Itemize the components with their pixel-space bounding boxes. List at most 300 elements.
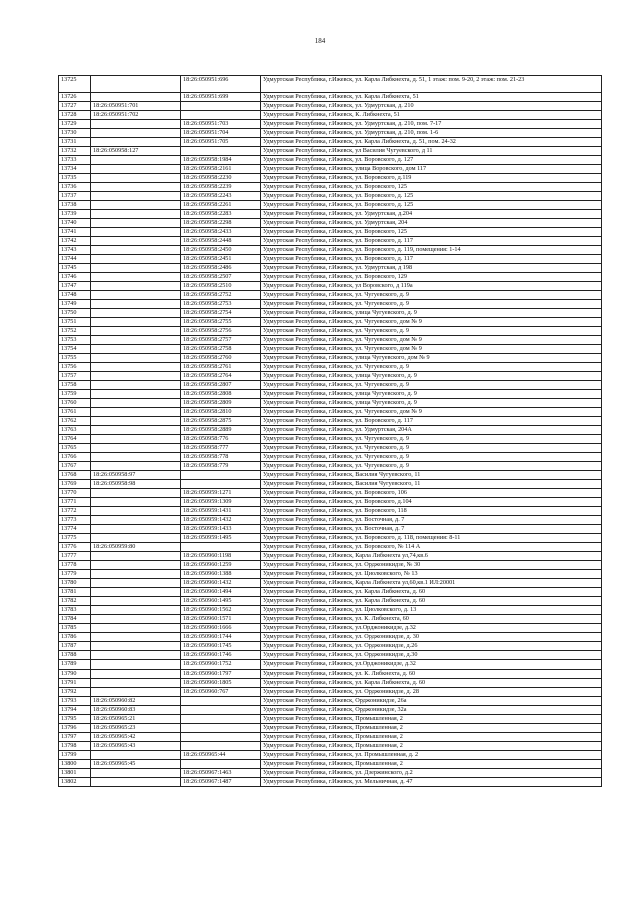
cell-building-cadastral-number: 18:26:050958:1984 xyxy=(181,155,261,164)
cell-land-cadastral-number xyxy=(91,552,181,561)
table-row xyxy=(59,624,602,633)
cell-building-cadastral-number: 18:26:050958:2243 xyxy=(181,191,261,200)
cell-row-number: 13765 xyxy=(59,444,91,453)
cell-address: Удмуртская Республика, г.Ижевск, ул. Удмуртская, 204А xyxy=(261,426,602,435)
table-row xyxy=(59,101,602,110)
cell-row-number: 13759 xyxy=(59,390,91,399)
table-row xyxy=(59,777,602,786)
cell-land-cadastral-number xyxy=(91,750,181,759)
table-row xyxy=(59,723,602,732)
cell-building-cadastral-number xyxy=(181,714,261,723)
cell-address: Удмуртская Республика, г.Ижевск, ул. Удмуртская, д 198 xyxy=(261,263,602,272)
table-row xyxy=(59,200,602,209)
table-row xyxy=(59,543,602,552)
cell-land-cadastral-number xyxy=(91,227,181,236)
cell-building-cadastral-number: 18:26:050958:2510 xyxy=(181,281,261,290)
cell-address: Удмуртская Республика, г.Ижевск, ул. Чугуевского, дом № 9 xyxy=(261,317,602,326)
table-row xyxy=(59,146,602,155)
cell-row-number: 13730 xyxy=(59,128,91,137)
cell-building-cadastral-number: 18:26:050960:1746 xyxy=(181,651,261,660)
cell-address: Удмуртская Республика, г.Ижевск, ул. Чугуевского, дом № 9 xyxy=(261,408,602,417)
cell-building-cadastral-number: 18:26:050960:767 xyxy=(181,687,261,696)
cell-address: Удмуртская Республика, г.Ижевск, ул Василия Чугуевского, д 11 xyxy=(261,146,602,155)
cell-land-cadastral-number xyxy=(91,633,181,642)
cell-address: Удмуртская Республика, г.Ижевск, ул. Чугуевского, дом № 9 xyxy=(261,335,602,344)
table-row xyxy=(59,444,602,453)
table-row xyxy=(59,254,602,263)
cell-row-number: 13749 xyxy=(59,299,91,308)
cell-building-cadastral-number: 18:26:050958:2239 xyxy=(181,182,261,191)
cell-row-number: 13789 xyxy=(59,660,91,669)
table-row xyxy=(59,381,602,390)
cell-address: Удмуртская Республика, г.Ижевск, ул. Воровского, 125 xyxy=(261,227,602,236)
cell-building-cadastral-number: 18:26:050958:2875 xyxy=(181,417,261,426)
cell-row-number: 13790 xyxy=(59,669,91,678)
cell-land-cadastral-number xyxy=(91,353,181,362)
table-row xyxy=(59,696,602,705)
cell-row-number: 13753 xyxy=(59,335,91,344)
cell-building-cadastral-number: 18:26:050960:1745 xyxy=(181,642,261,651)
cell-row-number: 13799 xyxy=(59,750,91,759)
cell-row-number: 13726 xyxy=(59,92,91,101)
cell-land-cadastral-number xyxy=(91,76,181,93)
table-row xyxy=(59,191,602,200)
table-row xyxy=(59,561,602,570)
table-row xyxy=(59,182,602,191)
cell-building-cadastral-number: 18:26:050959:1431 xyxy=(181,507,261,516)
cell-address: Удмуртская Республика, г.Ижевск, ул. Удмуртская, д.204 xyxy=(261,209,602,218)
cell-land-cadastral-number: 18:26:050960:82 xyxy=(91,696,181,705)
cell-land-cadastral-number xyxy=(91,561,181,570)
cell-land-cadastral-number: 18:26:050965:21 xyxy=(91,714,181,723)
cell-address: Удмуртская Республика, г.Ижевск, ул. К. Либкнехта, 60 xyxy=(261,615,602,624)
cell-land-cadastral-number xyxy=(91,182,181,191)
cell-building-cadastral-number: 18:26:050960:1571 xyxy=(181,615,261,624)
cell-land-cadastral-number xyxy=(91,651,181,660)
table-row xyxy=(59,642,602,651)
cell-row-number: 13761 xyxy=(59,408,91,417)
cell-address: Удмуртская Республика, г.Ижевск, ул. Удмуртская, д. 210 xyxy=(261,101,602,110)
cell-building-cadastral-number: 18:26:050958:2451 xyxy=(181,254,261,263)
cell-land-cadastral-number: 18:26:050965:45 xyxy=(91,759,181,768)
cell-row-number: 13740 xyxy=(59,218,91,227)
cell-land-cadastral-number xyxy=(91,290,181,299)
cell-row-number: 13735 xyxy=(59,173,91,182)
table-row xyxy=(59,633,602,642)
cell-building-cadastral-number: 18:26:050958:2448 xyxy=(181,236,261,245)
cell-address: Удмуртская Республика, г.Ижевск, ул. Воровского, д. 119, помещения: 1-14 xyxy=(261,245,602,254)
cell-land-cadastral-number xyxy=(91,390,181,399)
cell-row-number: 13762 xyxy=(59,417,91,426)
table-row xyxy=(59,462,602,471)
cell-address: Удмуртская Республика, г.Ижевск, ул. Карла Либкнехта, д. 51, пом. 24-32 xyxy=(261,137,602,146)
cell-address: Удмуртская Республика, г.Ижевск, ул. Чугуевского, д. 9 xyxy=(261,435,602,444)
cell-row-number: 13727 xyxy=(59,101,91,110)
table-row xyxy=(59,390,602,399)
table-row xyxy=(59,371,602,380)
table-row xyxy=(59,119,602,128)
cell-address: Удмуртская Республика, г.Ижевск, ул. Циолковского, д. 13 xyxy=(261,606,602,615)
cell-building-cadastral-number: 18:26:050958:2230 xyxy=(181,173,261,182)
cell-address: Удмуртская Республика, г.Ижевск, Орджоникидзе, 32а xyxy=(261,705,602,714)
table-row xyxy=(59,678,602,687)
cell-building-cadastral-number: 18:26:050951:705 xyxy=(181,137,261,146)
cell-building-cadastral-number: 18:26:050959:1432 xyxy=(181,516,261,525)
cell-land-cadastral-number: 18:26:050965:43 xyxy=(91,741,181,750)
cell-address: Удмуртская Республика, г.Ижевск, ул. Воровского, д. 117 xyxy=(261,417,602,426)
cell-land-cadastral-number xyxy=(91,344,181,353)
cell-row-number: 13763 xyxy=(59,426,91,435)
cell-land-cadastral-number xyxy=(91,155,181,164)
cell-address: Удмуртская Республика, г.Ижевск, ул. Карла Либкнехта, д. 51, 1 этаж: пом. 9-20, 2 этаж: пом. 21-23 xyxy=(261,76,602,93)
cell-building-cadastral-number: 18:26:050958:2756 xyxy=(181,326,261,335)
cell-building-cadastral-number: 18:26:050967:1463 xyxy=(181,768,261,777)
cell-land-cadastral-number xyxy=(91,489,181,498)
cell-row-number: 13772 xyxy=(59,507,91,516)
table-row xyxy=(59,750,602,759)
cell-address: Удмуртская Республика, г.Ижевск, К. Либкнехта, 51 xyxy=(261,110,602,119)
cell-row-number: 13737 xyxy=(59,191,91,200)
table-row xyxy=(59,606,602,615)
cell-land-cadastral-number xyxy=(91,498,181,507)
cell-row-number: 13792 xyxy=(59,687,91,696)
cell-building-cadastral-number: 18:26:050960:1744 xyxy=(181,633,261,642)
cell-building-cadastral-number xyxy=(181,732,261,741)
cell-building-cadastral-number: 18:26:050958:2298 xyxy=(181,218,261,227)
cell-address: Удмуртская Республика, г.Ижевск, улица Чугуевского, д. 9 xyxy=(261,390,602,399)
cell-address: Удмуртская Республика, г.Ижевск, Промышленная, 2 xyxy=(261,732,602,741)
cell-land-cadastral-number xyxy=(91,362,181,371)
cell-land-cadastral-number xyxy=(91,236,181,245)
cell-land-cadastral-number xyxy=(91,669,181,678)
cell-building-cadastral-number: 18:26:050951:703 xyxy=(181,119,261,128)
cell-row-number: 13750 xyxy=(59,308,91,317)
cell-row-number: 13733 xyxy=(59,155,91,164)
cell-building-cadastral-number: 18:26:050958:2889 xyxy=(181,426,261,435)
cell-land-cadastral-number xyxy=(91,435,181,444)
table-row xyxy=(59,399,602,408)
table-row xyxy=(59,209,602,218)
cell-address: Удмуртская Республика, г.Ижевск, ул. Воровского, д. 118, помещения: 8-11 xyxy=(261,534,602,543)
cell-building-cadastral-number: 18:26:050967:1487 xyxy=(181,777,261,786)
cell-row-number: 13788 xyxy=(59,651,91,660)
table-row xyxy=(59,417,602,426)
cell-row-number: 13739 xyxy=(59,209,91,218)
cell-row-number: 13771 xyxy=(59,498,91,507)
cell-row-number: 13755 xyxy=(59,353,91,362)
cell-address: Удмуртская Республика, г.Ижевск, Карла Либкнехта ул,74,кв.6 xyxy=(261,552,602,561)
table-row xyxy=(59,227,602,236)
cell-building-cadastral-number: 18:26:050958:779 xyxy=(181,462,261,471)
table-row xyxy=(59,579,602,588)
cell-land-cadastral-number xyxy=(91,399,181,408)
cell-row-number: 13747 xyxy=(59,281,91,290)
table-row xyxy=(59,408,602,417)
table-row xyxy=(59,164,602,173)
table-row xyxy=(59,299,602,308)
cell-address: Удмуртская Республика, г.Ижевск, ул. Чугуевского, д. 9 xyxy=(261,381,602,390)
cell-address: Удмуртская Республика, г.Ижевск, ул. Чугуевского, д. 9 xyxy=(261,299,602,308)
cell-row-number: 13798 xyxy=(59,741,91,750)
cell-land-cadastral-number xyxy=(91,371,181,380)
table-row xyxy=(59,588,602,597)
cell-address: Удмуртская Республика, г.Ижевск, ул. Промышленная, д. 2 xyxy=(261,750,602,759)
cell-address: Удмуртская Республика, г.Ижевск, ул. Чугуевского, д. 9 xyxy=(261,362,602,371)
table-row xyxy=(59,615,602,624)
cell-land-cadastral-number xyxy=(91,245,181,254)
cell-address: Удмуртская Республика, г.Ижевск, ул. К. Либкнехта, д. 60 xyxy=(261,669,602,678)
cell-row-number: 13764 xyxy=(59,435,91,444)
cell-building-cadastral-number: 18:26:050959:1433 xyxy=(181,525,261,534)
cell-land-cadastral-number xyxy=(91,777,181,786)
cell-land-cadastral-number: 18:26:050960:83 xyxy=(91,705,181,714)
cell-address: Удмуртская Республика, г.Ижевск, ул. Орджоникидзе, д.30 xyxy=(261,651,602,660)
table-body xyxy=(59,76,602,787)
cell-land-cadastral-number xyxy=(91,579,181,588)
cell-land-cadastral-number xyxy=(91,335,181,344)
cell-row-number: 13795 xyxy=(59,714,91,723)
cell-building-cadastral-number: 18:26:050960:1752 xyxy=(181,660,261,669)
cell-land-cadastral-number xyxy=(91,678,181,687)
cell-building-cadastral-number: 18:26:050958:2433 xyxy=(181,227,261,236)
cell-address: Удмуртская Республика, г.Ижевск, Промышленная, 2 xyxy=(261,759,602,768)
cell-land-cadastral-number xyxy=(91,507,181,516)
cell-building-cadastral-number: 18:26:050958:2761 xyxy=(181,362,261,371)
cell-row-number: 13742 xyxy=(59,236,91,245)
cell-address: Удмуртская Республика, г.Ижевск, ул. Мельничная, д. 47 xyxy=(261,777,602,786)
cell-building-cadastral-number: 18:26:050958:777 xyxy=(181,444,261,453)
cell-building-cadastral-number: 18:26:050958:2810 xyxy=(181,408,261,417)
cell-address: Удмуртская Республика, г.Ижевск, ул. Орджоникидзе, д. 28 xyxy=(261,687,602,696)
cell-land-cadastral-number xyxy=(91,534,181,543)
cell-address: Удмуртская Республика, г.Ижевск, ул. Восточная, д. 7 xyxy=(261,525,602,534)
cell-row-number: 13783 xyxy=(59,606,91,615)
cell-row-number: 13754 xyxy=(59,344,91,353)
cell-land-cadastral-number xyxy=(91,299,181,308)
cell-building-cadastral-number: 18:26:050958:776 xyxy=(181,435,261,444)
table-row xyxy=(59,326,602,335)
cell-building-cadastral-number: 18:26:050958:2261 xyxy=(181,200,261,209)
cell-address: Удмуртская Республика, г.Ижевск, Василия Чугуевского, 11 xyxy=(261,471,602,480)
cell-building-cadastral-number xyxy=(181,480,261,489)
cell-building-cadastral-number: 18:26:050958:2507 xyxy=(181,272,261,281)
cell-land-cadastral-number xyxy=(91,525,181,534)
cell-building-cadastral-number: 18:26:050958:2755 xyxy=(181,317,261,326)
table-row xyxy=(59,155,602,164)
cell-land-cadastral-number xyxy=(91,597,181,606)
cell-row-number: 13745 xyxy=(59,263,91,272)
cell-address: Удмуртская Республика, г.Ижевск, ул. Чугуевского, дом № 9 xyxy=(261,344,602,353)
cell-building-cadastral-number: 18:26:050951:696 xyxy=(181,76,261,93)
table-row xyxy=(59,435,602,444)
cell-row-number: 13731 xyxy=(59,137,91,146)
cell-address: Удмуртская Республика, г.Ижевск, ул. Удмуртская, 204 xyxy=(261,218,602,227)
cell-building-cadastral-number: 18:26:050958:2753 xyxy=(181,299,261,308)
cell-building-cadastral-number: 18:26:050958:2486 xyxy=(181,263,261,272)
cell-building-cadastral-number: 18:26:050960:1797 xyxy=(181,669,261,678)
cell-row-number: 13797 xyxy=(59,732,91,741)
cell-building-cadastral-number: 18:26:050960:1198 xyxy=(181,552,261,561)
cell-land-cadastral-number xyxy=(91,453,181,462)
cell-building-cadastral-number xyxy=(181,705,261,714)
cell-address: Удмуртская Республика, г.Ижевск, улица Воровского, дом 117 xyxy=(261,164,602,173)
table-row xyxy=(59,308,602,317)
cell-building-cadastral-number: 18:26:050960:1495 xyxy=(181,597,261,606)
table-row xyxy=(59,507,602,516)
cell-address: Удмуртская Республика, г.Ижевск, ул. Воровского, д.104 xyxy=(261,498,602,507)
table-row xyxy=(59,714,602,723)
cell-row-number: 13732 xyxy=(59,146,91,155)
cell-building-cadastral-number: 18:26:050958:2807 xyxy=(181,381,261,390)
cell-building-cadastral-number: 18:26:050951:704 xyxy=(181,128,261,137)
cell-building-cadastral-number: 18:26:050958:2752 xyxy=(181,290,261,299)
cell-row-number: 13779 xyxy=(59,570,91,579)
cell-row-number: 13756 xyxy=(59,362,91,371)
cell-building-cadastral-number: 18:26:050958:2758 xyxy=(181,344,261,353)
cell-address: Удмуртская Республика, г.Ижевск, ул. Воровского, № 114 А xyxy=(261,543,602,552)
cell-row-number: 13801 xyxy=(59,768,91,777)
cell-address: Удмуртская Республика, г.Ижевск, ул. Орджоникидзе, д. 30 xyxy=(261,633,602,642)
table-row xyxy=(59,498,602,507)
table-row xyxy=(59,552,602,561)
table-row xyxy=(59,525,602,534)
cell-land-cadastral-number xyxy=(91,462,181,471)
table-row xyxy=(59,218,602,227)
table-row xyxy=(59,660,602,669)
table-row xyxy=(59,453,602,462)
cell-row-number: 13768 xyxy=(59,471,91,480)
cell-building-cadastral-number: 18:26:050959:1271 xyxy=(181,489,261,498)
table-row xyxy=(59,426,602,435)
cell-land-cadastral-number xyxy=(91,128,181,137)
table-row xyxy=(59,687,602,696)
cell-address: Удмуртская Республика, г.Ижевск, Орджоникидзе, 26а xyxy=(261,696,602,705)
cell-land-cadastral-number: 18:26:050965:42 xyxy=(91,732,181,741)
cell-building-cadastral-number: 18:26:050959:1495 xyxy=(181,534,261,543)
cell-land-cadastral-number xyxy=(91,444,181,453)
cell-row-number: 13741 xyxy=(59,227,91,236)
cell-building-cadastral-number: 18:26:050960:1259 xyxy=(181,561,261,570)
cell-land-cadastral-number xyxy=(91,516,181,525)
table-row xyxy=(59,570,602,579)
cell-building-cadastral-number: 18:26:050958:2764 xyxy=(181,371,261,380)
cell-building-cadastral-number: 18:26:050958:2808 xyxy=(181,390,261,399)
table-row xyxy=(59,534,602,543)
cell-address: Удмуртская Республика, г.Ижевск, улица Чугуевского, д. 9 xyxy=(261,399,602,408)
cell-row-number: 13793 xyxy=(59,696,91,705)
cell-row-number: 13781 xyxy=(59,588,91,597)
cell-address: Удмуртская Республика, г.Ижевск, ул. Восточная, д. 7 xyxy=(261,516,602,525)
cell-address: Удмуртская Республика, г.Ижевск, ул. Чугуевского, д. 9 xyxy=(261,326,602,335)
cell-row-number: 13758 xyxy=(59,381,91,390)
cell-building-cadastral-number: 18:26:050960:1388 xyxy=(181,570,261,579)
cell-building-cadastral-number xyxy=(181,696,261,705)
cell-land-cadastral-number xyxy=(91,209,181,218)
cell-land-cadastral-number xyxy=(91,137,181,146)
cell-building-cadastral-number: 18:26:050958:2283 xyxy=(181,209,261,218)
cell-land-cadastral-number xyxy=(91,191,181,200)
cell-land-cadastral-number xyxy=(91,263,181,272)
cell-building-cadastral-number: 18:26:050958:2809 xyxy=(181,399,261,408)
cell-building-cadastral-number: 18:26:050958:2757 xyxy=(181,335,261,344)
cell-building-cadastral-number: 18:26:050959:1309 xyxy=(181,498,261,507)
cell-row-number: 13738 xyxy=(59,200,91,209)
cell-row-number: 13794 xyxy=(59,705,91,714)
cell-land-cadastral-number: 18:26:050951:701 xyxy=(91,101,181,110)
cell-row-number: 13766 xyxy=(59,453,91,462)
cell-building-cadastral-number: 18:26:050965:44 xyxy=(181,750,261,759)
cell-row-number: 13770 xyxy=(59,489,91,498)
table-row xyxy=(59,92,602,101)
cell-land-cadastral-number xyxy=(91,570,181,579)
table-row xyxy=(59,344,602,353)
cell-row-number: 13778 xyxy=(59,561,91,570)
cell-address: Удмуртская Республика, г.Ижевск, ул. Карла Либкнехта, д. 60 xyxy=(261,588,602,597)
table-row xyxy=(59,128,602,137)
cell-address: Удмуртская Республика, г.Ижевск, ул. Чугуевского, д. 9 xyxy=(261,444,602,453)
cell-building-cadastral-number xyxy=(181,110,261,119)
cell-address: Удмуртская Республика, г.Ижевск, Промышленная, 2 xyxy=(261,714,602,723)
cell-address: Удмуртская Республика, г.Ижевск, ул. Воровского, 118 xyxy=(261,507,602,516)
table-row xyxy=(59,362,602,371)
table-row xyxy=(59,353,602,362)
cell-land-cadastral-number xyxy=(91,417,181,426)
table-row xyxy=(59,651,602,660)
cell-address: Удмуртская Республика, г.Ижевск, улица Чугуевского, д. 9 xyxy=(261,308,602,317)
table-row xyxy=(59,480,602,489)
table-row xyxy=(59,173,602,182)
cell-row-number: 13728 xyxy=(59,110,91,119)
cell-address: Удмуртская Республика, г.Ижевск, ул. Воровского, д. 125 xyxy=(261,191,602,200)
cell-land-cadastral-number: 18:26:050958:127 xyxy=(91,146,181,155)
cell-row-number: 13751 xyxy=(59,317,91,326)
cell-address: Удмуртская Республика, г.Ижевск, ул. Удмуртская, д. 210, пом. 7-17 xyxy=(261,119,602,128)
cell-building-cadastral-number: 18:26:050958:2754 xyxy=(181,308,261,317)
table-row xyxy=(59,290,602,299)
cell-land-cadastral-number xyxy=(91,119,181,128)
cell-address: Удмуртская Республика, г.Ижевск, ул. Карла Либкнехта, д. 60 xyxy=(261,678,602,687)
cell-address: Удмуртская Республика, г.Ижевск, ул Воровского, д 119а xyxy=(261,281,602,290)
cell-land-cadastral-number xyxy=(91,660,181,669)
cell-row-number: 13785 xyxy=(59,624,91,633)
cell-address: Удмуртская Республика, г.Ижевск, Промышленная, 2 xyxy=(261,741,602,750)
cell-building-cadastral-number: 18:26:050960:1666 xyxy=(181,624,261,633)
cell-address: Удмуртская Республика, г.Ижевск, ул. Карла Либкнехта, 51 xyxy=(261,92,602,101)
table-row xyxy=(59,768,602,777)
cadastral-register-table xyxy=(58,75,602,787)
cell-building-cadastral-number xyxy=(181,759,261,768)
cell-land-cadastral-number: 18:26:050958:98 xyxy=(91,480,181,489)
cell-building-cadastral-number: 18:26:050960:1494 xyxy=(181,588,261,597)
cell-row-number: 13729 xyxy=(59,119,91,128)
cell-land-cadastral-number xyxy=(91,281,181,290)
table-row xyxy=(59,471,602,480)
table-row xyxy=(59,245,602,254)
cell-building-cadastral-number: 18:26:050960:1432 xyxy=(181,579,261,588)
cell-address: Удмуртская Республика, г.Ижевск, Промышленная, 2 xyxy=(261,723,602,732)
cell-row-number: 13746 xyxy=(59,272,91,281)
cell-row-number: 13802 xyxy=(59,777,91,786)
cell-land-cadastral-number: 18:26:050965:23 xyxy=(91,723,181,732)
table-row xyxy=(59,335,602,344)
cell-building-cadastral-number: 18:26:050951:699 xyxy=(181,92,261,101)
cell-row-number: 13800 xyxy=(59,759,91,768)
cell-building-cadastral-number: 18:26:050958:778 xyxy=(181,453,261,462)
cell-address: Удмуртская Республика, г.Ижевск, ул.Орджоникидзе, д.32 xyxy=(261,660,602,669)
cell-address: Удмуртская Республика, г.Ижевск, ул. Воровского, д. 117 xyxy=(261,254,602,263)
cell-land-cadastral-number xyxy=(91,272,181,281)
cell-land-cadastral-number xyxy=(91,624,181,633)
